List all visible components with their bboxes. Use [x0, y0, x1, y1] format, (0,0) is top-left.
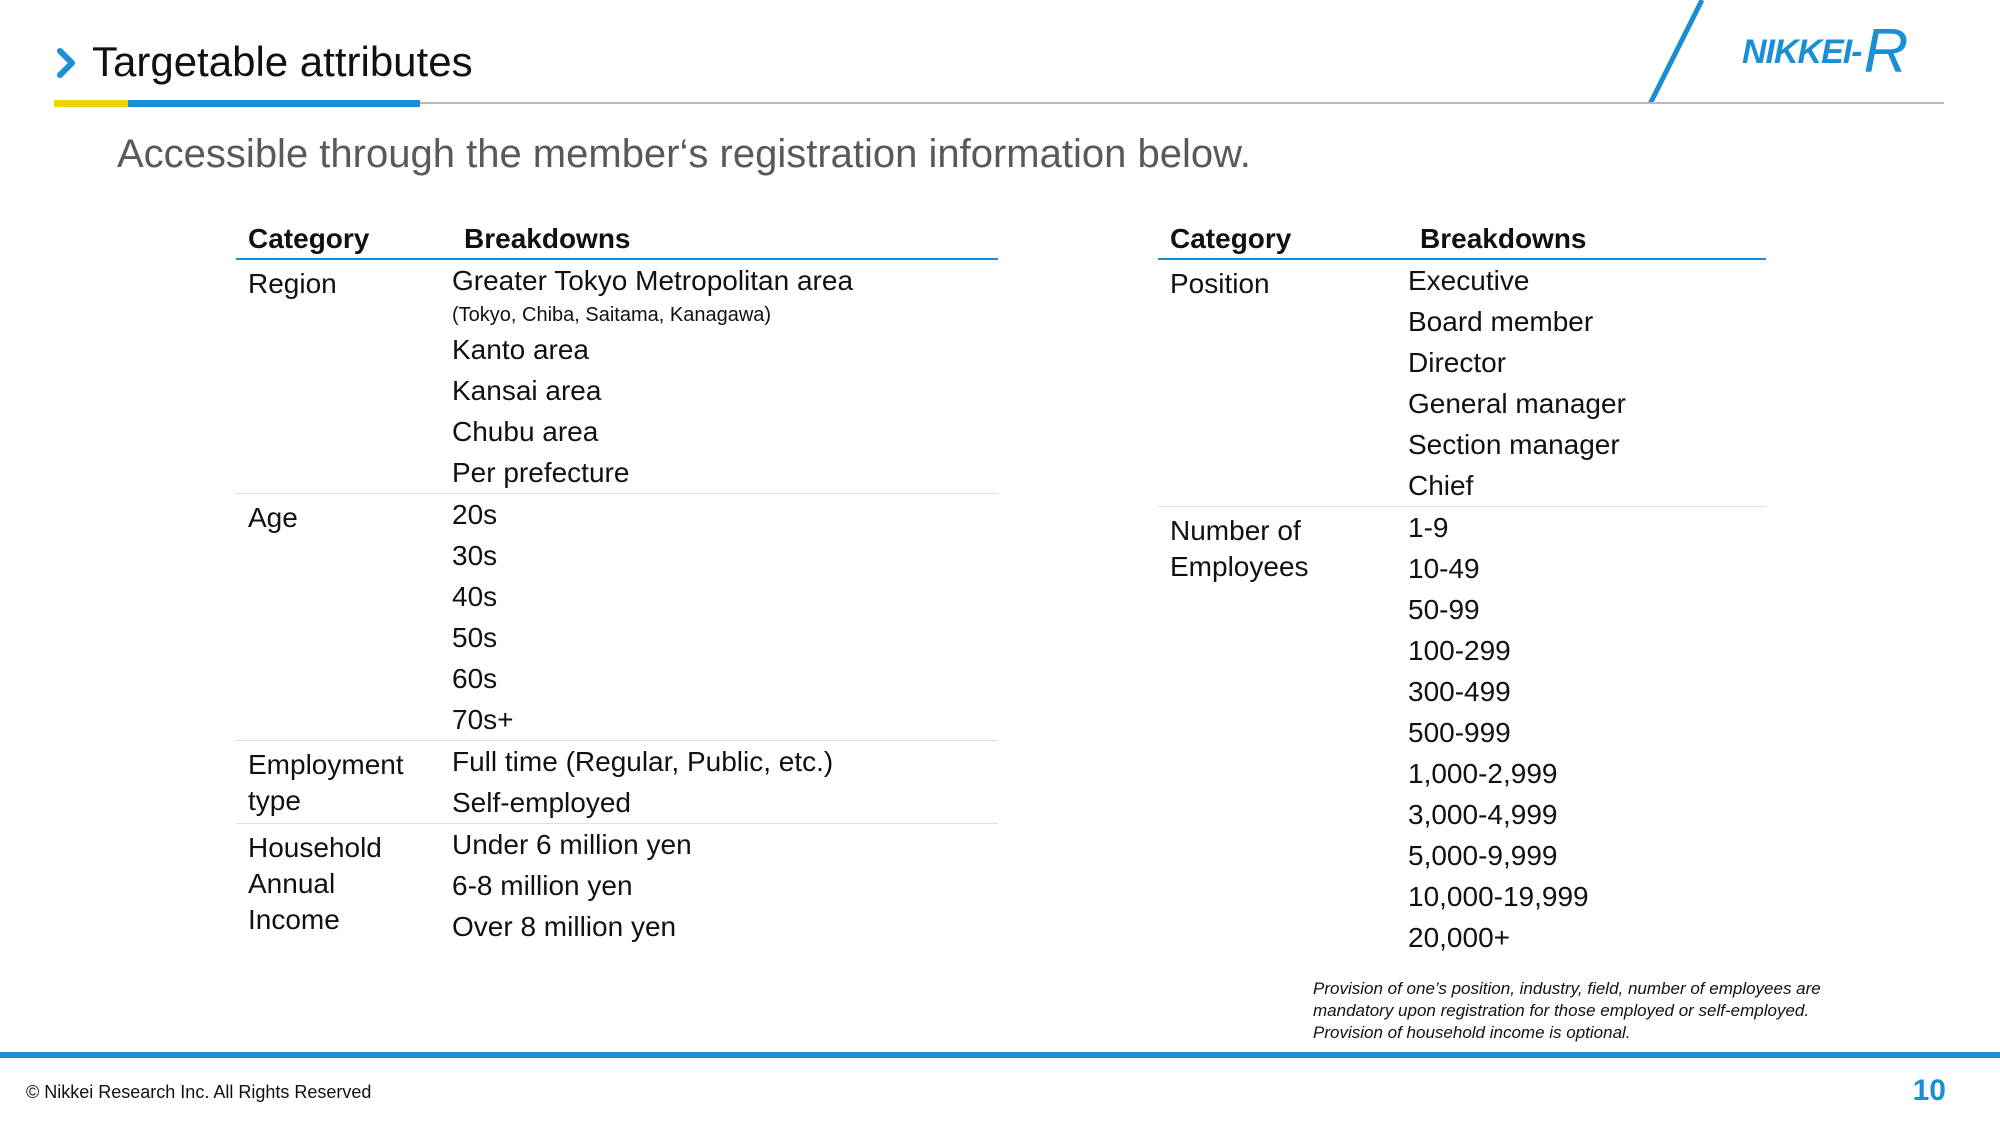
breakdowns-cell: [1408, 260, 1766, 506]
breakdown-item: Chubu area: [452, 416, 599, 447]
breakdown-item: Executive: [1408, 265, 1530, 296]
category-label: Employment: [248, 749, 404, 780]
chevron-right-icon: [56, 46, 78, 80]
breakdown-item: 1-9: [1408, 512, 1449, 543]
breakdowns-cell: [452, 260, 998, 493]
right-attributes-table: [1158, 220, 1766, 958]
footnote: [1313, 978, 1821, 1044]
left-attributes-table: [236, 220, 998, 947]
table-row: [236, 260, 998, 494]
breakdown-item: 1,000-2,999: [1408, 758, 1558, 789]
header-accent-yellow: [54, 100, 128, 107]
footnote-line: Provision of household income is optional.: [1313, 1023, 1631, 1042]
breakdown-item: 6-8 million yen: [452, 870, 633, 901]
table-header: [236, 220, 998, 260]
category-label: Number of: [1170, 515, 1301, 546]
breakdown-item: Greater Tokyo Metropolitan area: [452, 265, 854, 296]
logo-slash-decoration: [1646, 0, 1706, 104]
breakdown-item: 70s+: [452, 704, 514, 735]
breakdown-item: 10-49: [1408, 553, 1480, 584]
category-label: Income: [248, 904, 340, 935]
breakdown-item: General manager: [1408, 388, 1626, 419]
breakdown-item: 3,000-4,999: [1408, 799, 1558, 830]
breakdown-item: Over 8 million yen: [452, 911, 677, 942]
category-cell: [236, 824, 452, 947]
logo-text: NIKKEI-: [1742, 32, 1862, 71]
footnote-line: mandatory upon registration for those employed or self-employed.: [1313, 1001, 1810, 1020]
category-cell: [236, 260, 452, 493]
breakdown-item: Director: [1408, 347, 1507, 378]
category-cell: [236, 741, 452, 823]
page-number: 10: [1912, 1074, 1946, 1107]
subtitle: Accessible through the member‘s registration information below.: [117, 132, 1251, 176]
breakdown-item: 30s: [452, 540, 498, 571]
breakdown-item: 50s: [452, 622, 498, 653]
footer-divider: [0, 1052, 2000, 1058]
breakdowns-header: Breakdowns: [464, 223, 631, 254]
breakdown-item: Board member: [1408, 306, 1594, 337]
breakdown-note: (Tokyo, Chiba, Saitama, Kanagawa): [452, 304, 772, 326]
breakdown-item: 300-499: [1408, 676, 1511, 707]
category-label: Position: [1170, 268, 1270, 299]
table-body: [236, 260, 998, 947]
category-label: Household: [248, 832, 382, 863]
breakdown-item: 10,000-19,999: [1408, 881, 1589, 912]
category-label: Annual: [248, 868, 336, 899]
header-accent-blue: [128, 100, 420, 107]
table-row: [1158, 507, 1766, 958]
breakdown-item: 5,000-9,999: [1408, 840, 1558, 871]
table-row: [236, 494, 998, 741]
table-row: [236, 824, 998, 947]
breakdown-item: Kansai area: [452, 375, 602, 406]
category-label: type: [248, 785, 301, 816]
category-label: Age: [248, 502, 298, 533]
table-row: [236, 741, 998, 824]
category-cell: [1158, 260, 1408, 506]
nikkei-r-logo: [1742, 17, 1909, 86]
breakdown-item: Per prefecture: [452, 457, 630, 488]
footnote-line: Provision of one’s position, industry, field, number of employees are: [1313, 979, 1821, 998]
breakdowns-cell: [1408, 507, 1766, 958]
breakdown-item: 20,000+: [1408, 922, 1510, 953]
category-cell: [236, 494, 452, 740]
breakdown-item: 60s: [452, 663, 498, 694]
breakdown-item: 40s: [452, 581, 498, 612]
category-cell: [1158, 507, 1408, 958]
breakdown-item: Self-employed: [452, 787, 631, 818]
category-label: Employees: [1170, 551, 1309, 582]
breakdowns-cell: [452, 741, 998, 823]
table-row: [1158, 260, 1766, 507]
breakdown-item: 500-999: [1408, 717, 1511, 748]
breakdown-item: Kanto area: [452, 334, 589, 365]
breakdowns-header: Breakdowns: [1420, 223, 1587, 254]
logo-mark: R: [1863, 17, 1909, 86]
copyright: © Nikkei Research Inc. All Rights Reserved: [26, 1082, 372, 1102]
breakdown-item: Chief: [1408, 470, 1474, 501]
category-header: Category: [1170, 223, 1292, 254]
breakdown-item: 100-299: [1408, 635, 1511, 666]
breakdowns-cell: [452, 824, 998, 947]
page-title: Targetable attributes: [92, 38, 473, 85]
breakdown-item: 20s: [452, 499, 498, 530]
category-label: Region: [248, 268, 337, 299]
category-header: Category: [248, 223, 370, 254]
table-body: [1158, 260, 1766, 958]
breakdown-item: Section manager: [1408, 429, 1620, 460]
breakdown-item: 50-99: [1408, 594, 1480, 625]
breakdowns-cell: [452, 494, 998, 740]
breakdown-item: Full time (Regular, Public, etc.): [452, 746, 834, 777]
table-header: [1158, 220, 1766, 260]
breakdown-item: Under 6 million yen: [452, 829, 692, 860]
